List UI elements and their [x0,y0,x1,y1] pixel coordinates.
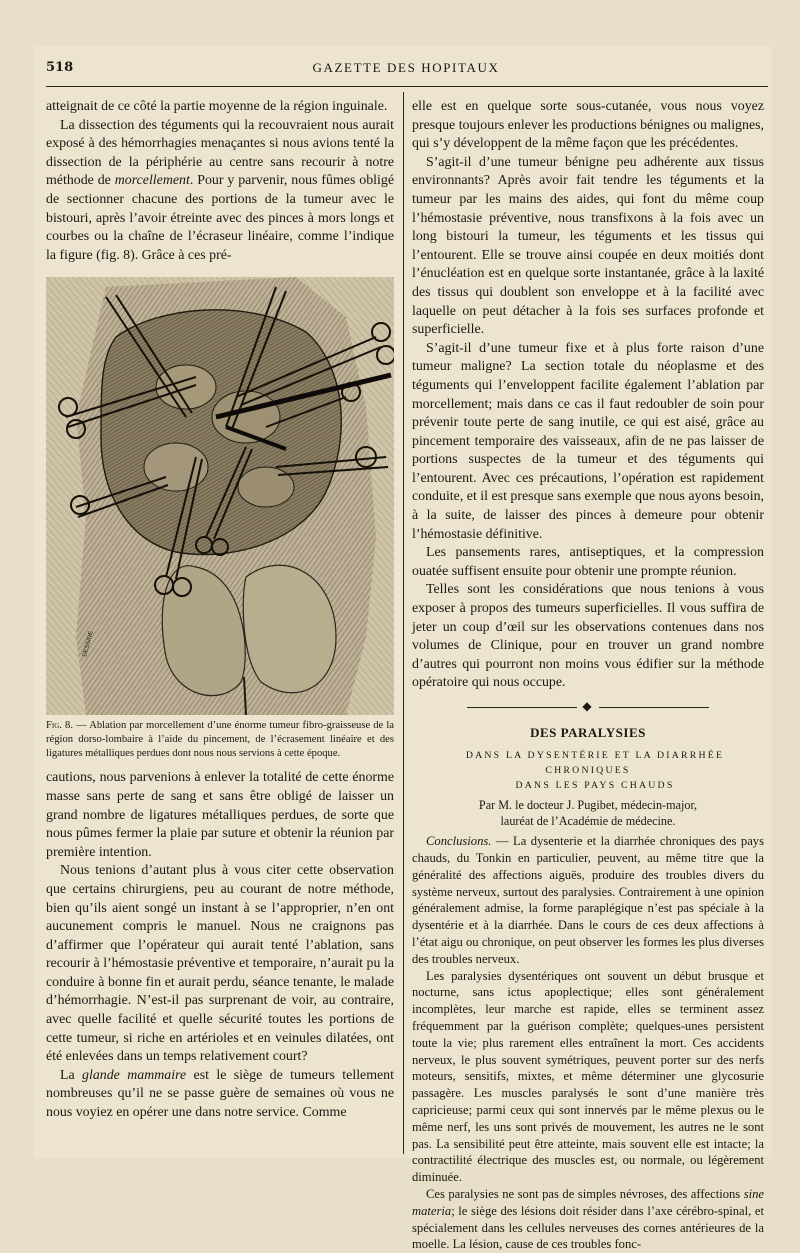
paragraph: Les paralysies dysentériques ont souvent un début brusque et nocturne, sans ictus apoplectique; elles sont généralement incomplètes, leur marche est rapide, elles se terminent assez fréquemment par la guérison complète; quelques-unes persistent toute la vie; plus rarement elles entraînent la mort. Ces accidents nerveux, le plus souvent symétriques, peuvent porter sur des nerfs moteurs, sensitifs, mixtes, et même déterminer une glycosurie passagère. Les muscles paralysés le sont d’une manière très capricieuse; parmi ceux qui sont innervés par le même plexus ou le même nerf, les uns sont privés de mouvement, les autres ne le sont pas. La sensibilité peut être atteinte, mais souvent elle est intacte; la contractilité électrique des muscles est, ou normale, ou légèrement diminuée. [412,968,764,1185]
newspaper-page [34,46,772,1252]
text-run: est le siège de tumeurs tellement nombreuses qu’il ne se passe guère de semaines où vous ne nous voyiez en opérer une dans notre service. Comme [46,1067,394,1121]
emphasis: Conclusions. [426,834,492,849]
text-run: Ces paralysies ne sont pas de simples névroses, des affections [426,1186,744,1201]
text-run: — La dysenterie et la diarrhée chroniques des pays chauds, du Tonkin en particulier, peuvent, au même titre que la généralité des affections aiguës, produire des troubles divers du système nerveux, surtout des paralysies. Contrairement à une opinion généralement admise, la forme paraplégique n’est pas spéciale à la dysentérie et à la diarrhée. Dans le cours de ces deux affections à l’état aigu ou chronique, on peut observer les formes les plus diverses des troubles nerveux. [412,834,764,966]
paragraph: atteignait de ce côté la partie moyenne de la région inguinale. [46,99,388,114]
text-run: La dissection des téguments qui la recouvraient nous aurait exposé à des hémorrhagies menaçantes si nous avions tenté la dissection de la périphérie au centre sans recourir à notre méthode de [46,117,394,189]
author-byline [412,797,764,829]
paragraph [46,117,394,266]
paragraph: Les pansements rares, antiseptiques, et la compression ouatée suffisent ensuite pour obtenir une prompte réunion. [412,545,764,579]
section-title: DES PARALYSIES [530,724,646,740]
header-rule [46,86,768,87]
left-column [46,98,394,1123]
paragraph [46,1067,394,1123]
text-run: . Pour y parvenir, nous fûmes obligé de sectionner chacune des portions de la tumeur avec le bistouri, après l’avoir étreinte avec des pinces à mors longs et courbes ou la chaîne de l’écraseur linéaire, comme l’indique la figure (fig. 8). Grâce à ces pré- [46,173,394,263]
page-header [46,60,766,82]
journal-title: GAZETTE DES HOPITAUX [312,60,500,75]
paragraph: Nous tenions d’autant plus à vous citer cette observation que certains chirurgiens, peu au courant de notre méthode, bien qu’ils aient songé un instant à se l’approprier, n’en ont aucunement compris le manuel. Nous ne craignons pas d’affirmer que l’opérateur qui aurait tenté l’ablation, sans recourir à l’hémostasie préventive et temporaire, n’aurait pu la conduire à bonne fin et aurait perdu, séance tenante, le malade d’hémorrhagie. N’est-il pas surprenant de voir, au contraire, avec quelle facilité et quelle sécurité toutes les portions de cette tumeur, si riche en artérioles et en veinules dilatées, ont été enlevées dans un temps relativement court? [46,863,394,1065]
caption-text: — Ablation par morcellement d’une énorme tumeur fibro-graisseuse de la région dorso-lombaire à l’aide du pincement, de l’écrasement linéaire et des ligatures métalliques perdues dont nous nous servions à cette époque. [46,720,395,760]
text-run: ; le siège des lésions doit résider dans l’axe cérébro-spinal, et spécialement dans les cellules nerveuses des cornes antérieures de la moelle. La lésion, cause de ces troubles fonc- [412,1203,764,1252]
paragraph [412,833,764,967]
paragraph: elle est en quelque sorte sous-cutanée, vous nous voyez presque toujours enlever les productions bénignes ou malignes, qui s’y développent de la même façon que les précédentes. [412,99,764,152]
emphasis: sine materia [412,1186,764,1218]
right-column [412,98,764,1253]
column-divider [403,92,404,1154]
section-divider: ◆ [412,697,764,716]
paragraph: S’agit-il d’une tumeur bénigne peu adhérente aux tissus environnants? Après avoir fait tendre les téguments et la tumeur par les mains des aides, qui font du même coup l’hémostasie préventive, nous transfixons à la fois avec un long bistouri la tumeur, les téguments et les tissus qui l’entourent. Elle se trouve ainsi coupée en deux moitiés dont l’énucléation est en quelque sorte instantanée, grâce à la laxité des tissus qui doublent son enveloppe et à la facilité avec laquelle on peut détacher à la fois ses surfaces profonde et superficielle. [412,154,764,338]
emphasis: morcellement [114,173,190,189]
figure-8-engraving [46,277,394,715]
emphasis: glande mammaire [82,1067,187,1083]
paragraph: cautions, nous parvenions à enlever la totalité de cette énorme masse sans perte de sang et sans être obligé de laisser un grand nombre de ligatures métalliques perdues, de sorte que nous pûmes fermer la plaie par suture et obtenir la réunion par première intention. [46,770,394,860]
text-run: La [60,1067,83,1083]
paragraph: Telles sont les considérations que nous tenions à vous exposer à propos des tumeurs superficielles. Il vous suffira de jeter un coup d’œil sur les observations contenues dans nos volumes de Clinique, pour en trouver un grand nombre d’autres qui pourront non moins vous édifier sur la méthode opératoire qui nous occupe. [412,582,764,691]
artist-signature: DESSINE [82,630,95,658]
paragraph [412,1186,764,1253]
paragraph: S’agit-il d’une tumeur fixe et à plus forte raison d’une tumeur maligne? La section totale du néoplasme et des téguments qui l’enveloppent facilite également l’ablation par morcellement; mais dans ce cas il faut redoubler de soin pour prévenir toute perte de sang inutile, ce qui est aisé, grâce au pincement temporaire des vaisseaux, afin de ne pas laisser de portions suspectes de la tumeur et des téguments qui l’entourent. Avec ces précautions, l’opération est rapidement conduite, et il est presque sans exemple que nous ayons besoin, à la suite, de laisser des pinces à demeure pour obtenir l’hémostasie définitive. [412,340,764,542]
author-line: lauréat de l’Académie de médecine. [500,814,676,829]
figure-caption [46,719,394,761]
figure-label: Fig. 8. [46,720,73,732]
page-number: 518 [46,60,74,75]
author-line: Par M. le docteur J. Pugibet, médecin-major, [478,798,698,813]
section-subtitle: DANS LES PAYS CHAUDS [515,780,675,792]
section-subtitle: DANS LA DYSENTÉRIE ET LA DIARRHÉE CHRONIQUES [465,750,725,777]
